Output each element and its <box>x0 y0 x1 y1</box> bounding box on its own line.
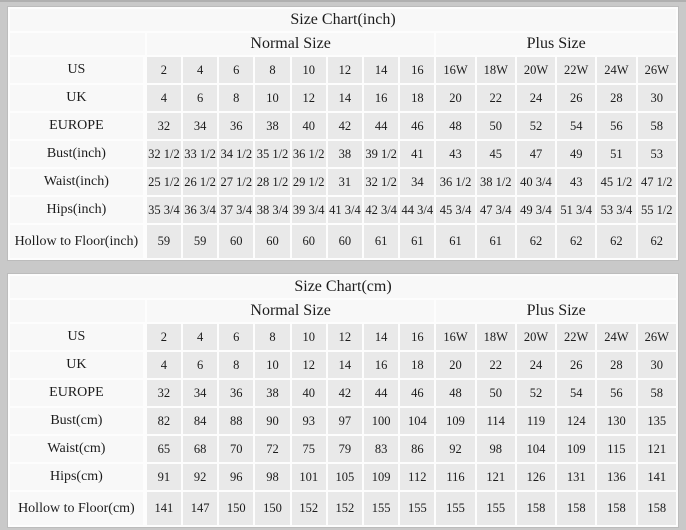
value-cell: 44 <box>364 380 398 406</box>
value-cell: 93 <box>292 408 326 434</box>
table-title-row <box>10 9 676 31</box>
value-cell: 22W <box>557 57 595 83</box>
value-cell: 155 <box>400 492 434 525</box>
column-group-header: Normal Size <box>147 300 435 322</box>
table-row <box>10 408 676 434</box>
value-cell: 43 <box>436 141 474 167</box>
row-label: UK <box>10 352 145 378</box>
value-cell: 56 <box>597 380 635 406</box>
table-title-row <box>10 276 676 298</box>
value-cell: 32 <box>147 380 181 406</box>
row-label: Bust(cm) <box>10 408 145 434</box>
value-cell: 92 <box>183 464 217 490</box>
value-cell: 116 <box>436 464 474 490</box>
value-cell: 96 <box>219 464 253 490</box>
value-cell: 16 <box>364 352 398 378</box>
value-cell: 22 <box>477 85 515 111</box>
value-cell: 26W <box>638 57 676 83</box>
value-cell: 109 <box>557 436 595 462</box>
value-cell: 105 <box>328 464 362 490</box>
value-cell: 56 <box>597 113 635 139</box>
table-row <box>10 169 676 195</box>
value-cell: 4 <box>183 57 217 83</box>
value-cell: 20 <box>436 85 474 111</box>
value-cell: 54 <box>557 113 595 139</box>
value-cell: 38 <box>255 113 289 139</box>
value-cell: 26 <box>557 85 595 111</box>
column-group-header: Plus Size <box>436 33 676 55</box>
value-cell: 16W <box>436 324 474 350</box>
value-cell: 52 <box>517 380 555 406</box>
table-row <box>10 113 676 139</box>
value-cell: 121 <box>477 464 515 490</box>
value-cell: 38 1/2 <box>477 169 515 195</box>
value-cell: 38 <box>255 380 289 406</box>
value-cell: 109 <box>436 408 474 434</box>
column-group-header: Plus Size <box>436 300 676 322</box>
value-cell: 97 <box>328 408 362 434</box>
row-label: UK <box>10 85 145 111</box>
value-cell: 60 <box>219 225 253 258</box>
table-row <box>10 436 676 462</box>
value-cell: 22W <box>557 324 595 350</box>
value-cell: 70 <box>219 436 253 462</box>
value-cell: 18W <box>477 324 515 350</box>
value-cell: 36 1/2 <box>436 169 474 195</box>
value-cell: 45 <box>477 141 515 167</box>
row-label: Waist(inch) <box>10 169 145 195</box>
value-cell: 33 1/2 <box>183 141 217 167</box>
value-cell: 14 <box>328 85 362 111</box>
value-cell: 152 <box>328 492 362 525</box>
value-cell: 47 <box>517 141 555 167</box>
value-cell: 54 <box>557 380 595 406</box>
value-cell: 104 <box>517 436 555 462</box>
value-cell: 61 <box>477 225 515 258</box>
value-cell: 131 <box>557 464 595 490</box>
value-cell: 18 <box>400 85 434 111</box>
value-cell: 12 <box>328 57 362 83</box>
value-cell: 48 <box>436 113 474 139</box>
value-cell: 62 <box>517 225 555 258</box>
table-row <box>10 225 676 258</box>
value-cell: 83 <box>364 436 398 462</box>
value-cell: 43 <box>557 169 595 195</box>
value-cell: 8 <box>219 85 253 111</box>
value-cell: 147 <box>183 492 217 525</box>
value-cell: 60 <box>328 225 362 258</box>
value-cell: 55 1/2 <box>638 197 676 223</box>
value-cell: 82 <box>147 408 181 434</box>
value-cell: 4 <box>183 324 217 350</box>
value-cell: 34 <box>183 113 217 139</box>
value-cell: 42 3/4 <box>364 197 398 223</box>
value-cell: 58 <box>638 113 676 139</box>
table-row <box>10 57 676 83</box>
value-cell: 49 <box>557 141 595 167</box>
value-cell: 91 <box>147 464 181 490</box>
value-cell: 20W <box>517 324 555 350</box>
value-cell: 28 1/2 <box>255 169 289 195</box>
value-cell: 100 <box>364 408 398 434</box>
value-cell: 27 1/2 <box>219 169 253 195</box>
value-cell: 158 <box>517 492 555 525</box>
value-cell: 14 <box>364 57 398 83</box>
table-row <box>10 197 676 223</box>
value-cell: 59 <box>183 225 217 258</box>
value-cell: 112 <box>400 464 434 490</box>
value-cell: 60 <box>292 225 326 258</box>
value-cell: 45 3/4 <box>436 197 474 223</box>
value-cell: 101 <box>292 464 326 490</box>
value-cell: 41 <box>400 141 434 167</box>
value-cell: 29 1/2 <box>292 169 326 195</box>
value-cell: 61 <box>400 225 434 258</box>
table-row <box>10 492 676 525</box>
value-cell: 109 <box>364 464 398 490</box>
value-cell: 48 <box>436 380 474 406</box>
value-cell: 150 <box>219 492 253 525</box>
value-cell: 32 1/2 <box>364 169 398 195</box>
value-cell: 62 <box>597 225 635 258</box>
value-cell: 52 <box>517 113 555 139</box>
value-cell: 124 <box>557 408 595 434</box>
value-cell: 2 <box>147 57 181 83</box>
value-cell: 24W <box>597 324 635 350</box>
value-cell: 8 <box>255 57 289 83</box>
corner-cell <box>10 33 145 55</box>
value-cell: 152 <box>292 492 326 525</box>
value-cell: 26W <box>638 324 676 350</box>
value-cell: 98 <box>255 464 289 490</box>
value-cell: 53 3/4 <box>597 197 635 223</box>
value-cell: 130 <box>597 408 635 434</box>
value-cell: 26 1/2 <box>183 169 217 195</box>
value-cell: 158 <box>557 492 595 525</box>
row-label: US <box>10 57 145 83</box>
table-row <box>10 352 676 378</box>
value-cell: 84 <box>183 408 217 434</box>
value-cell: 41 3/4 <box>328 197 362 223</box>
value-cell: 36 1/2 <box>292 141 326 167</box>
value-cell: 86 <box>400 436 434 462</box>
table-row <box>10 380 676 406</box>
value-cell: 47 3/4 <box>477 197 515 223</box>
value-cell: 51 <box>597 141 635 167</box>
value-cell: 30 <box>638 85 676 111</box>
value-cell: 40 <box>292 113 326 139</box>
value-cell: 44 <box>364 113 398 139</box>
size-chart-inch-table <box>7 6 679 261</box>
size-chart-cm-table <box>7 273 679 528</box>
value-cell: 25 1/2 <box>147 169 181 195</box>
row-label: Waist(cm) <box>10 436 145 462</box>
value-cell: 158 <box>597 492 635 525</box>
value-cell: 6 <box>183 85 217 111</box>
value-cell: 47 1/2 <box>638 169 676 195</box>
value-cell: 6 <box>219 57 253 83</box>
value-cell: 46 <box>400 113 434 139</box>
value-cell: 141 <box>147 492 181 525</box>
value-cell: 36 <box>219 380 253 406</box>
value-cell: 158 <box>638 492 676 525</box>
value-cell: 24 <box>517 85 555 111</box>
value-cell: 42 <box>328 380 362 406</box>
value-cell: 98 <box>477 436 515 462</box>
value-cell: 79 <box>328 436 362 462</box>
row-label: EUROPE <box>10 380 145 406</box>
corner-cell <box>10 300 145 322</box>
value-cell: 10 <box>292 57 326 83</box>
table-row <box>10 464 676 490</box>
value-cell: 36 <box>219 113 253 139</box>
value-cell: 35 3/4 <box>147 197 181 223</box>
value-cell: 4 <box>147 352 181 378</box>
value-cell: 16 <box>400 324 434 350</box>
row-label: Hollow to Floor(cm) <box>10 492 145 525</box>
value-cell: 150 <box>255 492 289 525</box>
value-cell: 32 1/2 <box>147 141 181 167</box>
value-cell: 12 <box>328 324 362 350</box>
value-cell: 34 <box>183 380 217 406</box>
value-cell: 39 1/2 <box>364 141 398 167</box>
table-row <box>10 85 676 111</box>
value-cell: 12 <box>292 352 326 378</box>
value-cell: 24 <box>517 352 555 378</box>
value-cell: 40 <box>292 380 326 406</box>
value-cell: 36 3/4 <box>183 197 217 223</box>
value-cell: 155 <box>364 492 398 525</box>
value-cell: 44 3/4 <box>400 197 434 223</box>
value-cell: 45 1/2 <box>597 169 635 195</box>
value-cell: 40 3/4 <box>517 169 555 195</box>
value-cell: 6 <box>219 324 253 350</box>
value-cell: 50 <box>477 380 515 406</box>
value-cell: 14 <box>328 352 362 378</box>
table-row <box>10 324 676 350</box>
value-cell: 62 <box>557 225 595 258</box>
row-label: Hips(inch) <box>10 197 145 223</box>
value-cell: 34 <box>400 169 434 195</box>
row-label: EUROPE <box>10 113 145 139</box>
value-cell: 28 <box>597 352 635 378</box>
value-cell: 18 <box>400 352 434 378</box>
value-cell: 6 <box>183 352 217 378</box>
value-cell: 37 3/4 <box>219 197 253 223</box>
value-cell: 121 <box>638 436 676 462</box>
value-cell: 34 1/2 <box>219 141 253 167</box>
value-cell: 35 1/2 <box>255 141 289 167</box>
value-cell: 58 <box>638 380 676 406</box>
value-cell: 26 <box>557 352 595 378</box>
value-cell: 104 <box>400 408 434 434</box>
value-cell: 49 3/4 <box>517 197 555 223</box>
value-cell: 20 <box>436 352 474 378</box>
row-label: Hips(cm) <box>10 464 145 490</box>
value-cell: 39 3/4 <box>292 197 326 223</box>
value-cell: 155 <box>436 492 474 525</box>
column-group-row <box>10 33 676 55</box>
value-cell: 114 <box>477 408 515 434</box>
value-cell: 46 <box>400 380 434 406</box>
value-cell: 24W <box>597 57 635 83</box>
value-cell: 62 <box>638 225 676 258</box>
value-cell: 22 <box>477 352 515 378</box>
value-cell: 8 <box>219 352 253 378</box>
value-cell: 92 <box>436 436 474 462</box>
column-group-row <box>10 300 676 322</box>
value-cell: 12 <box>292 85 326 111</box>
value-cell: 59 <box>147 225 181 258</box>
value-cell: 53 <box>638 141 676 167</box>
value-cell: 90 <box>255 408 289 434</box>
value-cell: 115 <box>597 436 635 462</box>
value-cell: 119 <box>517 408 555 434</box>
table-title: Size Chart(cm) <box>10 276 676 298</box>
value-cell: 16 <box>400 57 434 83</box>
value-cell: 50 <box>477 113 515 139</box>
value-cell: 61 <box>364 225 398 258</box>
value-cell: 32 <box>147 113 181 139</box>
value-cell: 10 <box>255 85 289 111</box>
value-cell: 42 <box>328 113 362 139</box>
row-label: US <box>10 324 145 350</box>
value-cell: 61 <box>436 225 474 258</box>
value-cell: 68 <box>183 436 217 462</box>
row-label: Bust(inch) <box>10 141 145 167</box>
value-cell: 155 <box>477 492 515 525</box>
value-cell: 75 <box>292 436 326 462</box>
value-cell: 31 <box>328 169 362 195</box>
value-cell: 38 3/4 <box>255 197 289 223</box>
value-cell: 51 3/4 <box>557 197 595 223</box>
value-cell: 126 <box>517 464 555 490</box>
value-cell: 2 <box>147 324 181 350</box>
value-cell: 20W <box>517 57 555 83</box>
value-cell: 4 <box>147 85 181 111</box>
value-cell: 18W <box>477 57 515 83</box>
value-cell: 135 <box>638 408 676 434</box>
value-cell: 65 <box>147 436 181 462</box>
value-cell: 16 <box>364 85 398 111</box>
value-cell: 72 <box>255 436 289 462</box>
value-cell: 88 <box>219 408 253 434</box>
value-cell: 38 <box>328 141 362 167</box>
value-cell: 16W <box>436 57 474 83</box>
value-cell: 30 <box>638 352 676 378</box>
value-cell: 10 <box>292 324 326 350</box>
row-label: Hollow to Floor(inch) <box>10 225 145 258</box>
value-cell: 136 <box>597 464 635 490</box>
table-row <box>10 141 676 167</box>
value-cell: 8 <box>255 324 289 350</box>
value-cell: 10 <box>255 352 289 378</box>
table-title: Size Chart(inch) <box>10 9 676 31</box>
value-cell: 28 <box>597 85 635 111</box>
value-cell: 141 <box>638 464 676 490</box>
column-group-header: Normal Size <box>147 33 435 55</box>
value-cell: 60 <box>255 225 289 258</box>
value-cell: 14 <box>364 324 398 350</box>
